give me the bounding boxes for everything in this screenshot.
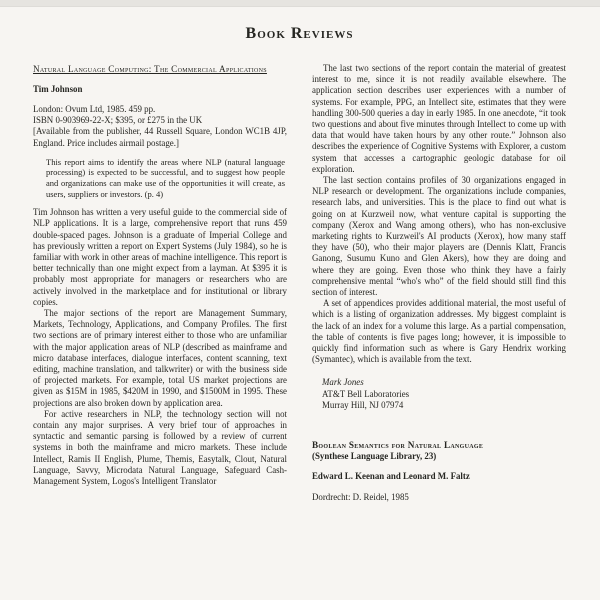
reviewer-affiliation: AT&T Bell Laboratories — [322, 388, 410, 399]
right-column — [312, 63, 566, 503]
publisher-line: London: Ovum Ltd, 1985. 459 pp. — [33, 104, 156, 114]
isbn-line: ISBN 0-903969-22-X; $395, or £275 in the UK — [33, 115, 203, 126]
reviewer-signature — [322, 377, 566, 411]
review-paragraph: A set of appendices provides additional material, the most useful of which is a listing of organization addresses. My biggest complaint is the lack of an index for a volume this large. As a partial compensation, the table of contents is five pages long; however, it is impossible to quickly find information such as where is Gary Hendrix working (Symantec), which is available from the text. — [312, 298, 566, 365]
left-column — [33, 63, 287, 487]
review-author: Tim Johnson — [33, 84, 83, 94]
review-paragraph: The major sections of the report are Management Summary, Markets, Technology, Applications, and Company Profiles. The first two sections are of primary interest either to those who are unfamiliar with the major application areas of NLP (described as mainframe and micro database interfaces, dialogue interfaces, content scanning, text editing, machine translation, and talkwriter) or with the business side of projected markets. For example, total US market projections are given as $15M in 1985, $420M in 1990, and $1500M in 1995. These projections are also broken down by application area. — [33, 308, 287, 408]
next-review-publisher: Dordrecht: D. Reidel, 1985 — [312, 491, 409, 502]
reviewer-name: Mark Jones — [322, 377, 364, 388]
reviewer-address: Murray Hill, NJ 07974 — [322, 399, 404, 410]
scan-edge-artifact — [0, 0, 600, 7]
review-paragraph: Tim Johnson has written a very useful guide to the commercial side of NLP applications. It is a large, comprehensive report that runs 459 double-spaced pages. Johnson is a graduate of Imperial College and has previously written a report on Expert Systems (July 1984), so he is familiar with work in other areas of machine intelligence. This report is better technically than one might expect from a layman. At $395 it is probably most appropriate for managers or researchers who are actively involved in the marketplace and for institutional or library copies. — [33, 207, 287, 307]
page-title: Book Reviews — [245, 25, 354, 42]
two-column-layout — [33, 63, 566, 503]
review-paragraph: The last two sections of the report contain the material of greatest interest to me, since it is not readily available elsewhere. The application section describes user experiences with a number of systems. For example, PPG, an Intellect site, estimates that they were handling 300-500 queries a day in early 1985. In one anecdote, “it took two questions and about five minutes through Intellect to come up with data that would have taken hours by any other route.” Johnson also describes the experience of Cognitive Systems with Explorer, a custom system that accesses a cartographic geologic database for oil exploration. — [312, 63, 566, 174]
review-paragraph: The last section contains profiles of 30 organizations engaged in NLP research or development. The organizations include companies, research labs, and universities. This is the place to find out what is going on at Kurzweil now, what venture capital is supporting the company (Xerox and Wang among others), who has non-exclusive marketing rights to Kurzweil's AI products (Xerox), how many staff they have (50), who their major players are (Dennis Klatt, Francis Ganong, Susumu Kuno and Glen Akers), how they are doing and where they are going. Even those who think they have a fairly comprehensive mental “who's who” of the field should still find this section of interest. — [312, 175, 566, 298]
document-page — [0, 7, 600, 600]
availability-note: [Available from the publisher, 44 Russell Square, London WC1B 4JP, England. Price includes airmail postage.] — [33, 126, 287, 148]
review-title: Natural Language Computing: The Commercial Applications — [33, 64, 267, 74]
review-paragraph: For active researchers in NLP, the technology section will not contain any major surprises. A very brief tour of approaches in syntactic and semantic parsing is followed by a review of current systems in both the mainframe and micro markets. These include Intellect, Ramis II English, Plume, Themis, Easytalk, Clout, Natural Language, Savvy, Microdata Natural Language, Safeguard Cash-Management System, Logos's Intelligent Translator — [33, 408, 287, 487]
next-review-series: (Synthese Language Library, 23) — [312, 451, 437, 462]
next-review-authors: Edward L. Keenan and Leonard M. Faltz — [312, 471, 470, 482]
review-quote: This report aims to identify the areas where NLP (natural language processing) is expected to be successful, and to suggest how people and organizations can make use of the opportunities it will create, as users, suppliers or investors. (p. 4) — [46, 156, 285, 199]
next-review-title: Boolean Semantics for Natural Language — [312, 440, 484, 451]
